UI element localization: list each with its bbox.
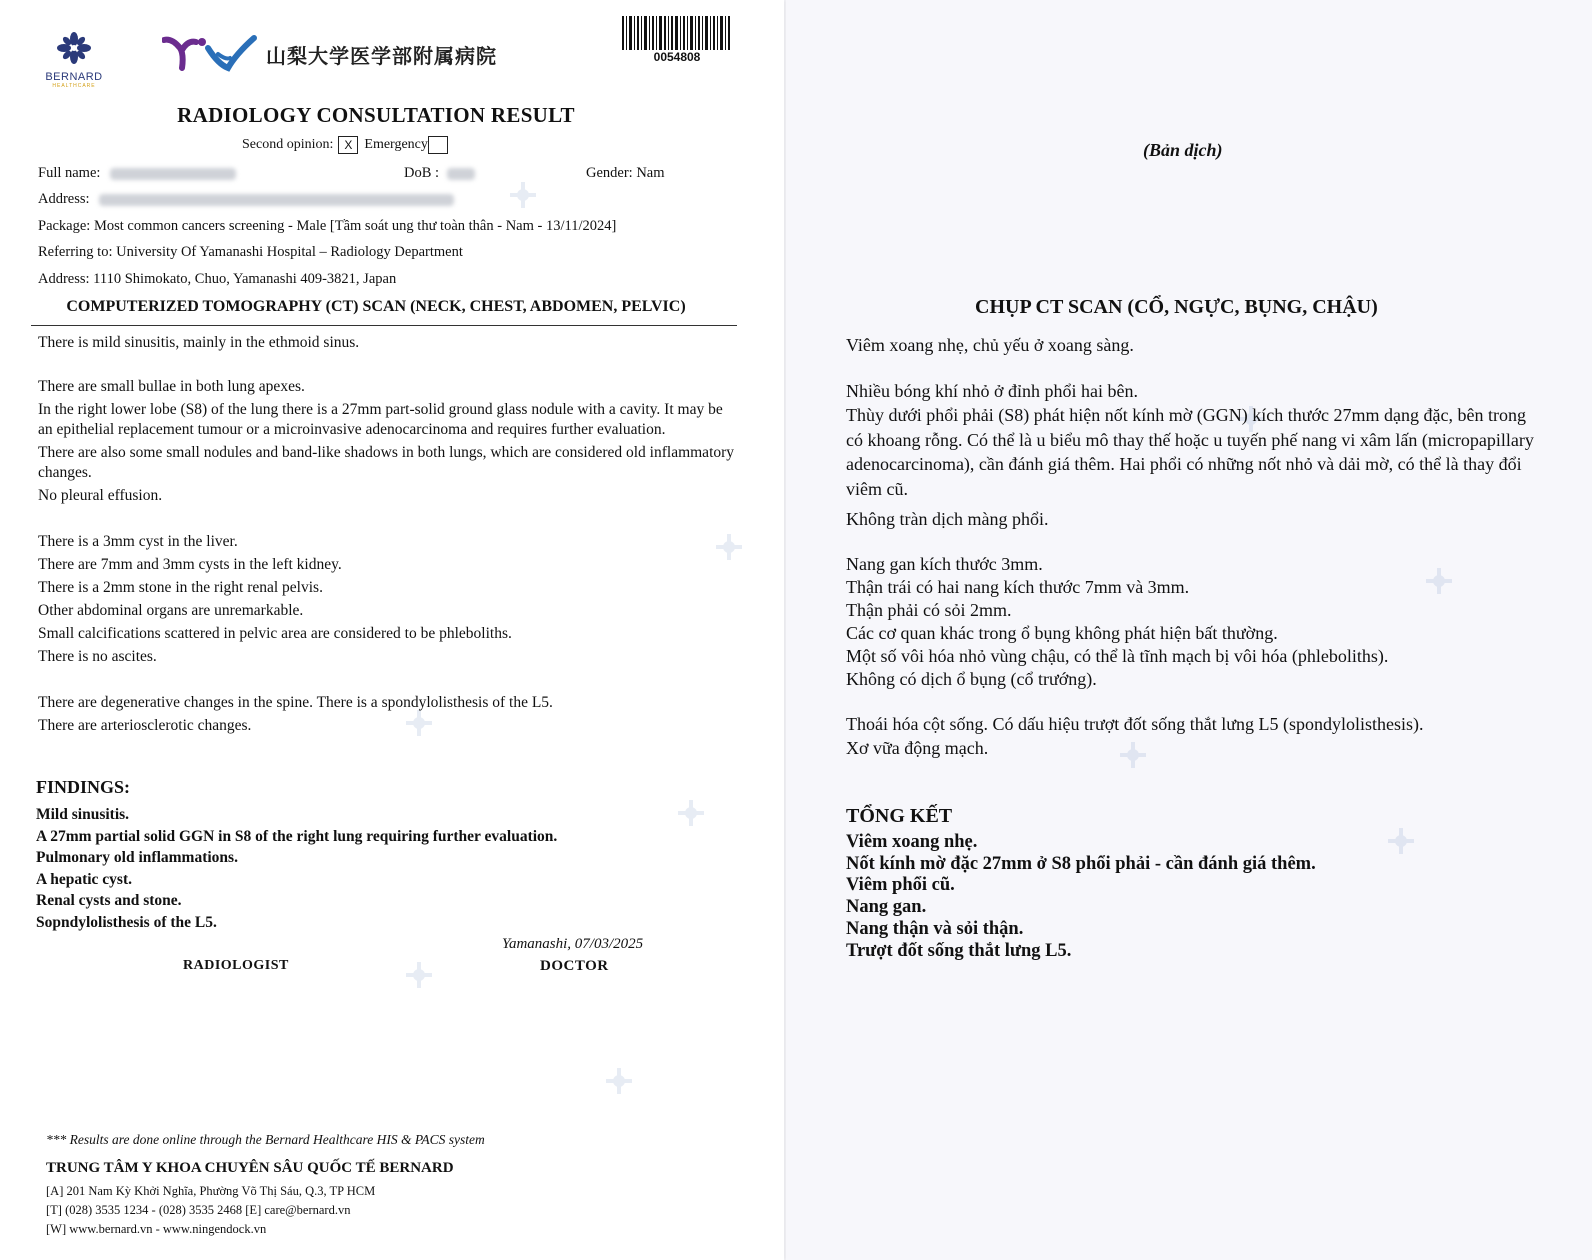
patient-address-label: Address: (38, 191, 90, 207)
report-paragraph: There are 7mm and 3mm cysts in the left kidney. (38, 556, 342, 573)
translation-ct-heading: CHỤP CT SCAN (CỔ, NGỰC, BỤNG, CHẬU) (975, 296, 1378, 318)
report-options (242, 136, 454, 154)
footer-phone: [T] (028) 3535 1234 - (028) 3535 2468 [E] care@bernard.vn (46, 1203, 351, 1217)
bernard-logo-subtext: HEALTHCARE (52, 83, 96, 89)
watermark-logo-icon (1386, 826, 1426, 856)
referring-line: Referring to: University Of Yamanashi Hospital – Radiology Department (38, 244, 463, 260)
watermark-logo-icon (508, 180, 548, 210)
patient-address-redacted (99, 194, 454, 206)
translation-paragraph: Nang gan kích thước 3mm. (846, 553, 1043, 574)
emergency-checkbox (428, 136, 448, 154)
finding-item: A 27mm partial solid GGN in S8 of the right lung requiring further evaluation. (36, 827, 558, 845)
hospital-address-line: Address: 1110 Shimokato, Chuo, Yamanashi 409-3821, Japan (38, 271, 397, 287)
finding-item: Mild sinusitis. (36, 806, 130, 823)
translation-paragraph: Viêm xoang nhẹ, chủ yếu ở xoang sàng. (846, 335, 1134, 355)
translation-paragraph: Xơ vữa động mạch. (846, 738, 989, 758)
report-paragraph: There are small bullae in both lung apexes. (38, 378, 305, 395)
report-paragraph: There are also some small nodules and band-like shadows in both lungs, which are considered old inflammatory changes. (38, 444, 735, 481)
footer-center-name: TRUNG TÂM Y KHOA CHUYÊN SÂU QUỐC TẾ BERNARD (46, 1160, 454, 1176)
sign-place-date: Yamanashi, 07/03/2025 (502, 936, 644, 952)
translation-paragraph: Thận trái có hai nang kích thước 7mm và 3mm. (846, 576, 1190, 597)
original-report-page (0, 0, 784, 1260)
summary-item: Viêm xoang nhẹ. (846, 832, 978, 852)
translation-paragraph: Nhiều bóng khí nhỏ ở đỉnh phổi hai bên. (846, 380, 1138, 401)
footer-web: [W] www.bernard.vn - www.ningendock.vn (46, 1222, 267, 1236)
bernard-logo-text: BERNARD (45, 71, 103, 83)
gender: Gender: Nam (586, 165, 665, 181)
yamanashi-hospital-logo (162, 34, 497, 74)
report-paragraph: There are arteriosclerotic changes. (38, 717, 252, 734)
translation-paragraph: Thùy dưới phổi phải (S8) phát hiện nốt kính mờ (GGN) kích thước 27mm dạng đặc, bên trong có khoang rỗng. Có thể là u biểu mô thay thế hoặc u tuyến phế nang vi xâm lấn (micropapillary adenocarcinoma), cần đánh giá thêm. Hai phổi có những nốt nhỏ và dải mờ, có thể là thay đổi viêm cũ. (846, 405, 1534, 499)
report-paragraph: No pleural effusion. (38, 487, 163, 504)
translation-label: (Bản dịch) (1143, 140, 1223, 160)
translation-paragraph: Một số vôi hóa nhỏ vùng chậu, có thể là tĩnh mạch bị vôi hóa (phleboliths). (846, 645, 1389, 666)
summary-item: Nốt kính mờ đặc 27mm ở S8 phổi phải - cần đánh giá thêm. (846, 853, 1316, 874)
full-name-label: Full name: (38, 165, 101, 181)
radiologist-signature-label: RADIOLOGIST (183, 958, 289, 973)
heading-divider (31, 325, 737, 326)
yamanashi-emblem-icon (162, 34, 262, 74)
footer-note: *** Results are done online through the Bernard Healthcare HIS & PACS system (46, 1132, 485, 1147)
report-paragraph: There is mild sinusitis, mainly in the ethmoid sinus. (38, 334, 360, 351)
package-line: Package: Most common cancers screening - Male [Tầm soát ung thư toàn thân - Nam - 13/11/2024] (38, 218, 617, 234)
finding-item: A hepatic cyst. (36, 870, 133, 888)
summary-item: Trượt đốt sống thắt lưng L5. (846, 940, 1072, 961)
bernard-flower-icon (57, 32, 91, 64)
hospital-name-jp: 山梨大学医学部附属病院 (266, 43, 497, 68)
report-paragraph: There is no ascites. (38, 648, 157, 665)
summary-item: Nang thận và sỏi thận. (846, 918, 1024, 939)
patient-address-row (38, 191, 454, 208)
report-paragraph: Other abdominal organs are unremarkable. (38, 602, 304, 619)
translation-paragraph: Không tràn dịch màng phổi. (846, 509, 1049, 529)
finding-item: Renal cysts and stone. (36, 892, 182, 910)
report-body (38, 333, 738, 736)
barcode-icon (622, 16, 732, 50)
full-name-redacted (110, 168, 236, 180)
emergency-label: Emergency (364, 137, 428, 152)
watermark-logo-icon (676, 798, 716, 828)
summary-list (846, 832, 1316, 962)
translation-paragraph: Thận phải có sỏi 2mm. (846, 599, 1012, 620)
bernard-logo (38, 32, 110, 88)
watermark-logo-icon (604, 1066, 644, 1096)
findings-heading: FINDINGS: (36, 777, 131, 797)
translation-body (846, 333, 1546, 761)
findings-list (36, 804, 557, 934)
barcode-number: 0054808 (653, 50, 701, 64)
summary-item: Nang gan. (846, 897, 927, 918)
report-paragraph: In the right lower lobe (S8) of the lung there is a 27mm part-solid ground glass nodule with a cavity. It may be an epithelial replacement tumour or a microinvasive adenocarcinoma and requires further evaluation. (38, 401, 723, 438)
report-paragraph: Small calcifications scattered in pelvic area are considered to be phleboliths. (38, 625, 512, 642)
dob-label: DoB : (404, 165, 440, 181)
report-paragraph: There are degenerative changes in the spine. There is a spondylolisthesis of the L5. (38, 694, 553, 711)
summary-heading: TỔNG KẾT (846, 805, 953, 827)
summary-item: Viêm phổi cũ. (846, 875, 955, 896)
second-opinion-checkbox: X (338, 136, 358, 154)
translation-paragraph: Các cơ quan khác trong ổ bụng không phát hiện bất thường. (846, 622, 1278, 643)
dob-redacted (447, 168, 475, 180)
finding-item: Pulmonary old inflammations. (36, 849, 238, 867)
translation-paragraph: Không có dịch ổ bụng (cổ trướng). (846, 668, 1097, 689)
watermark-logo-icon (404, 960, 444, 990)
translation-paragraph: Thoái hóa cột sống. Có dấu hiệu trượt đốt sống thắt lưng L5 (spondylolisthesis). (846, 713, 1424, 734)
report-paragraph: There is a 3mm cyst in the liver. (38, 533, 238, 550)
footer-address: [A] 201 Nam Kỳ Khởi Nghĩa, Phường Võ Thị Sáu, Q.3, TP HCM (46, 1184, 376, 1198)
report-title: RADIOLOGY CONSULTATION RESULT (177, 103, 575, 127)
report-paragraph: There is a 2mm stone in the right renal pelvis. (38, 579, 323, 596)
ct-section-heading: COMPUTERIZED TOMOGRAPHY (CT) SCAN (NECK, CHEST, ABDOMEN, PELVIC) (66, 298, 686, 315)
second-opinion-label: Second opinion: (242, 137, 334, 152)
doctor-signature-label: DOCTOR (540, 958, 609, 974)
full-name-row (38, 165, 236, 182)
finding-item: Sopndylolisthesis of the L5. (36, 913, 217, 931)
dob-row (404, 165, 475, 182)
